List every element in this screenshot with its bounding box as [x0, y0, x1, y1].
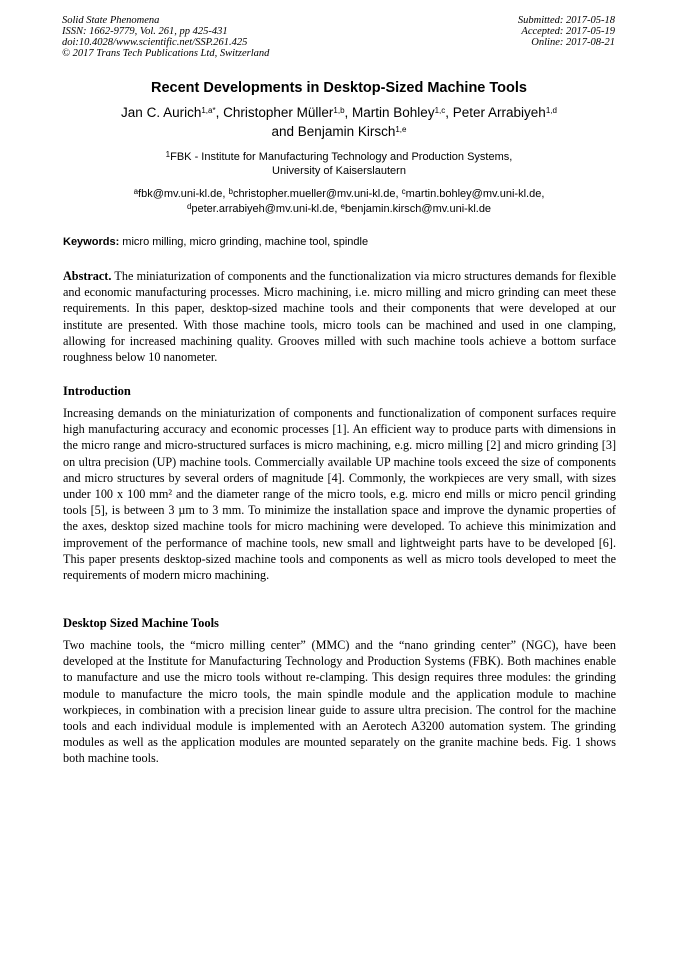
affiliation-superscript: 1: [165, 150, 171, 159]
email-superscript: b: [228, 187, 233, 196]
abstract-text: The miniaturization of components and the functionalization via micro structures demands for flexible and economic manufacturing processes. Micro machining, i.e. micro milling and micro grinding can meet these requirements. In this paper, desktop-sized machine tools and their components that were developed at our institute are presented. With those machine tools, micro tools can be machined and used in one clamping, allowing for increased machining quality. Grooves milled with such machine tools achieve a bottom surface roughness below 10 nanometer.: [63, 269, 616, 365]
date-online: Online: 2017-08-21: [531, 37, 615, 48]
abstract: [63, 268, 616, 365]
email-address[interactable]: martin.bohley@mv.uni-kl.de,: [405, 188, 545, 200]
email-address[interactable]: fbk@mv.uni-kl.de,: [138, 188, 229, 200]
email-superscript: e: [340, 201, 345, 211]
desktop-machine-tools-paragraph: Two machine tools, the “micro milling center” (MMC) and the “nano grinding center” (NGC), have been developed at the Institute for Manufacturing Technology and Production Systems (FBK). Both machines enable to manufacture and use the micro tools without re-clamping. This design requires three modules: the grinding module to manufacture the micro tools, the main spindle module and the application module to machine workpieces, in combination with a precision linear guide to assure ultra precision. The control for the machine tools and each individual module is implemented with an Aerotech A3200 automation system. The grinding modules as well as the application modules are mounted separately on the granite machine beds. Fig. 1 shows both machine tools.: [63, 638, 616, 766]
author-superscript: 1,d: [545, 106, 557, 115]
author-conjunction: and: [271, 124, 298, 139]
author-separator: ,: [215, 105, 224, 120]
affiliation: [40, 150, 638, 178]
keywords-text: micro milling, micro grinding, machine tool, spindle: [119, 236, 369, 248]
keywords-label: Keywords:: [63, 236, 120, 248]
author-superscript: 1,c: [434, 106, 446, 115]
author-superscript: 1,b: [333, 106, 345, 115]
author-name: Christopher Müller: [223, 105, 334, 120]
section-heading-introduction: Introduction: [63, 384, 131, 398]
author-name: Jan C. Aurich: [121, 105, 202, 120]
author-name: Peter Arrabiyeh: [452, 105, 546, 120]
email-superscript: a: [133, 187, 139, 196]
email-address[interactable]: christopher.mueller@mv.uni-kl.de,: [232, 188, 402, 200]
journal-issn: ISSN: 1662-9779, Vol. 261, pp 425-431: [62, 26, 228, 37]
author-separator: ,: [344, 105, 353, 120]
email-superscript: c: [401, 187, 406, 196]
date-submitted: Submitted: 2017-05-18: [517, 15, 615, 26]
email-list: [40, 187, 638, 216]
date-accepted: Accepted: 2017-05-19: [521, 26, 615, 37]
journal-copyright: © 2017 Trans Tech Publications Ltd, Switzerland: [62, 48, 270, 59]
introduction-paragraph: Increasing demands on the miniaturization of components and functionalization of component surfaces require high manufacturing accuracy and economic processes [1]. An efficient way to produce parts with dimensions in the micro range and micro-structured surfaces is micro machining, e.g. micro milling [2] and micro grinding [3] on ultra precision (UP) machine tools. Commercially available UP machine tools exceed the size of components and micro structures by several orders of magnitude [4]. Commonly, the workpieces are very small, with sizes under 100 x 100 mm² and the diameter range of the micro tools, e.g. micro end mills or micro pencil grinding tools [5], is between 3 µm to 3 mm. To minimize the installation space and improve the dynamic properties of the axes, desktop sized machine tools for micro machining were developed. To achieve this minimization and improvement of the performance of machine tools, new small and lightweight parts have to be developed [6]. This paper presents desktop-sized machine tools and components as well as micro tools developed to meet the requirements of modern micro machining.: [63, 406, 616, 583]
affiliation-line: University of Kaiserslautern: [272, 165, 406, 177]
section-heading-desktop-machine-tools: Desktop Sized Machine Tools: [63, 616, 219, 630]
abstract-label: Abstract.: [63, 269, 112, 283]
author-superscript: 1,a*: [201, 106, 216, 115]
journal-doi: doi:10.4028/www.scientific.net/SSP.261.425: [62, 37, 248, 48]
email-superscript: d: [186, 201, 192, 211]
author-superscript: 1,e: [395, 125, 407, 134]
author-separator: ,: [445, 105, 453, 120]
author-list: [40, 103, 638, 141]
affiliation-line: FBK - Institute for Manufacturing Technology and Production Systems,: [170, 151, 513, 163]
publication-dates: [518, 15, 615, 48]
keywords: [63, 236, 616, 248]
journal-header: [62, 15, 269, 59]
journal-name: Solid State Phenomena: [62, 15, 160, 26]
email-address[interactable]: peter.arrabiyeh@mv.uni-kl.de,: [191, 202, 341, 215]
author-name: Benjamin Kirsch: [297, 124, 396, 139]
email-address[interactable]: benjamin.kirsch@mv.uni-kl.de: [344, 202, 492, 215]
paper-title: Recent Developments in Desktop-Sized Machine Tools: [150, 80, 527, 96]
author-name: Martin Bohley: [352, 105, 435, 120]
